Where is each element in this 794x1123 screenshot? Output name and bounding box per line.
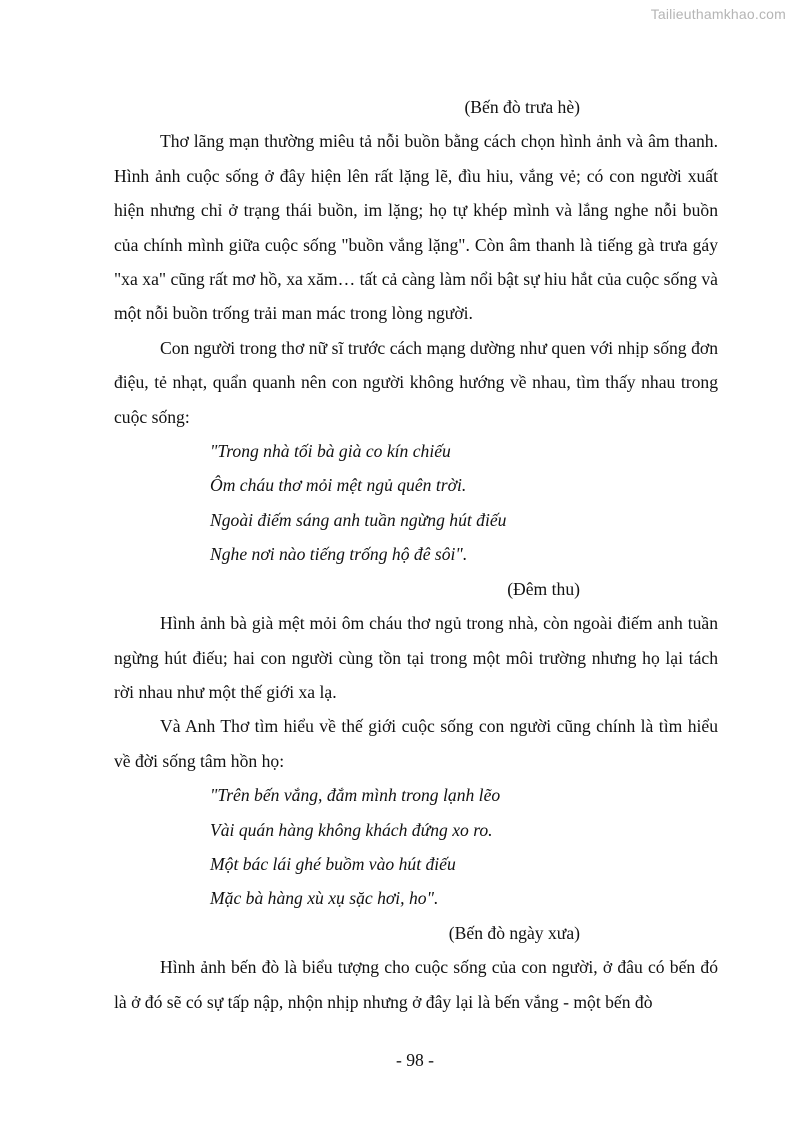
paragraph-1: Thơ lãng mạn thường miêu tả nỗi buồn bằng cách chọn hình ảnh và âm thanh. Hình ảnh cuộc sống ở đây hiện lên rất lặng lẽ, đìu hiu, vắng vẻ; có con người xuất hiện nhưng chỉ ở trạng thái buồn, im lặng; họ tự khép mình và lắng nghe nỗi buồn của chính mình giữa cuộc sống "buồn vắng lặng". Còn âm thanh là tiếng gà trưa gáy "xa xa" cũng rất mơ hồ, xa xăm… tất cả càng làm nổi bật sự hiu hắt của cuộc sống và một nỗi buồn trống trải man mác trong lòng người. [114,131,718,324]
paragraph-4: Và Anh Thơ tìm hiểu về thế giới cuộc sống con người cũng chính là tìm hiểu về đời sống tâm hồn họ: [114,716,718,771]
paragraph-5: Hình ảnh bến đò là biểu tượng cho cuộc sống của con người, ở đâu có bến đó là ở đó sẽ có sự tấp nập, nhộn nhịp nhưng ở đây lại là bến vắng - một bến đò [114,957,718,1012]
caption-dem-thu: (Đêm thu) [507,578,580,599]
poem-line: Ôm cháu thơ mỏi mệt ngủ quên trời. [210,475,467,496]
poem-line: "Trên bến vắng, đắm mình trong lạnh lẽo [210,785,501,806]
page-body [114,90,718,1019]
poem-line: Mặc bà hàng xù xụ sặc hơi, ho". [210,888,439,909]
poem-ben-do-ngay-xua [114,778,718,916]
page-number: - 98 - [395,1050,435,1070]
poem-line: "Trong nhà tối bà già co kín chiếu [210,441,451,462]
poem-line: Vài quán hàng không khách đứng xo ro. [210,819,493,840]
watermark: Tailieuthamkhao.com [650,6,786,22]
caption-ben-do-ngay-xua: (Bến đò ngày xưa) [448,922,580,943]
paragraph-3: Hình ảnh bà già mệt mỏi ôm cháu thơ ngủ trong nhà, còn ngoài điếm anh tuần ngừng hút điếu; hai con người cùng tồn tại trong một môi trường nhưng họ lại tách rời nhau như một thế giới xa lạ. [114,613,718,702]
caption-ben-do-trua-he: (Bến đò trưa hè) [464,97,580,117]
poem-line: Nghe nơi nào tiếng trống hộ đê sôi". [210,544,468,565]
poem-dem-thu [114,434,718,572]
poem-line: Ngoài điếm sáng anh tuần ngừng hút điếu [210,509,507,530]
paragraph-2: Con người trong thơ nữ sĩ trước cách mạng dường như quen với nhịp sống đơn điệu, tẻ nhạt, quẩn quanh nên con người không hướng về nhau, tìm thấy nhau trong cuộc sống: [114,337,718,427]
poem-line: Một bác lái ghé buồm vào hút điếu [210,853,456,874]
